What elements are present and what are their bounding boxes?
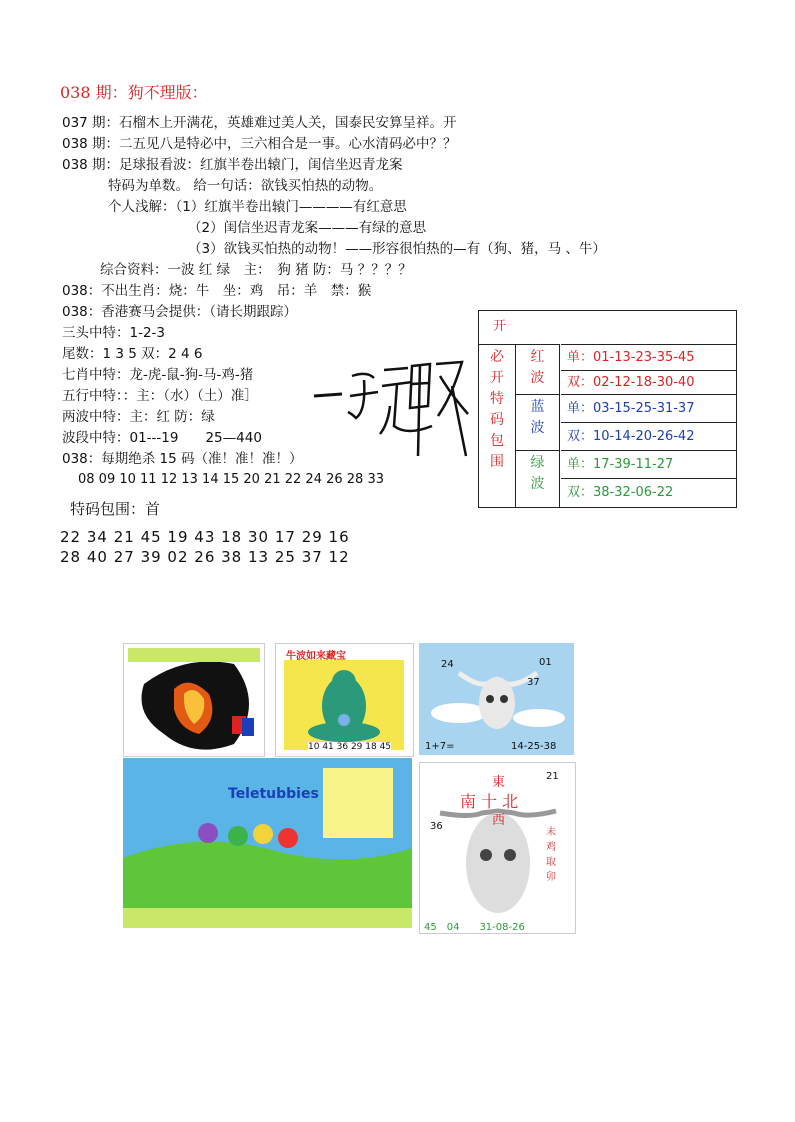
tile5-mid: 南 十 北	[460, 792, 519, 811]
tile5-vertical: 未鸡取卯	[546, 827, 556, 883]
tile2-title: 牛波如来藏宝	[286, 651, 346, 662]
text-line: 五行中特：：主：（水）（土）准］	[62, 388, 258, 404]
text-line: 038：香港赛马会提供：（请长期跟踪）	[62, 304, 298, 320]
tile-buddha-image	[275, 643, 414, 757]
wave-label-green: 绿波	[516, 450, 560, 507]
wave-row-blue-even: 双：10-14-20-26-42	[561, 422, 736, 450]
kill-numbers: 08 09 10 11 12 13 14 15 20 21 22 24 26 28 33	[78, 472, 384, 487]
wave-row-red-even: 双：02-12-18-30-40	[561, 370, 736, 394]
tile5-left: 36	[430, 821, 443, 832]
wave-row-green-even: 双：38-32-06-22	[561, 478, 736, 507]
tile5-bottom: 45 04 31-08-26	[424, 922, 525, 933]
wave-label-blue: 蓝波	[516, 394, 560, 450]
tile4-logo: Teletubbies	[228, 786, 319, 802]
special-code-box	[478, 310, 737, 508]
tile-skull-compass-image	[419, 762, 576, 934]
special-range-label: 特码包围：首	[70, 500, 161, 518]
wave-row-red-odd: 单：01-13-23-35-45	[561, 344, 736, 370]
text-line: 037 期：石榴木上开满花，英雄难过美人关，国泰民安算呈祥。开	[62, 115, 457, 131]
tile3-bottom: 1+7=	[425, 741, 455, 752]
tile2-numbers: 10 41 36 29 18 45	[308, 742, 392, 752]
calligraphy-art	[312, 356, 472, 466]
tile3-mid: 37	[527, 677, 540, 688]
text-line: 038 期：足球报看波：红旗半卷出辕门，闺信坐迟青龙案	[62, 157, 403, 173]
special-row: 22 34 21 45 19 43 18 30 17 29 16	[60, 528, 350, 546]
tile5-num: 21	[546, 771, 559, 782]
text-line: 七肖中特：龙-虎-鼠-狗-马-鸡-猪	[62, 367, 254, 383]
text-line: 尾数：1 3 5 双：2 4 6	[62, 346, 203, 362]
text-line: 三头中特：1-2-3	[62, 325, 166, 341]
wave-row-green-odd: 单：17-39-11-27	[561, 450, 736, 478]
tile-teletubbies-image	[123, 758, 412, 928]
text-line: 个人浅解：（1）红旗半卷出辕门————有红意思	[108, 199, 407, 215]
tile5-top: 東	[492, 775, 506, 790]
text-line: （2）闺信坐迟青龙案———有绿的意思	[188, 220, 427, 236]
box-title: 开	[493, 319, 507, 334]
wave-label-red: 红波	[516, 344, 560, 394]
tile3-top-left: 24	[441, 659, 454, 670]
text-line: 两波中特：主：红 防：绿	[62, 409, 215, 425]
box-side-label: 必开特码包围	[479, 344, 516, 507]
tile-skull-sky-image	[419, 643, 574, 755]
text-line: 波段中特：01---19 25—440	[62, 430, 262, 446]
wave-row-blue-odd: 单：03-15-25-31-37	[561, 394, 736, 422]
text-line: （3）欲钱买怕热的动物！——形容很怕热的—有（狗、猪，马 、牛）	[188, 241, 606, 257]
special-row: 28 40 27 39 02 26 38 13 25 37 12	[60, 548, 350, 566]
text-line: 038：不出生肖：烧：牛 坐：鸡 吊：羊 禁：猴	[62, 283, 372, 299]
tile5-west: 西	[492, 813, 506, 828]
tile3-top-right: 01	[539, 657, 552, 668]
tile-flame-image	[123, 643, 265, 757]
text-line: 特码为单数。 给一句话：欲钱买怕热的动物。	[108, 178, 383, 194]
page-heading: 038 期：狗不理版：	[60, 83, 208, 102]
text-line: 038 期：二五见八是特必中，三六相合是一事。心水清码必中？？	[62, 136, 457, 152]
text-line: 综合资料：一波 红 绿 主： 狗 猪 防：马 ？？？？	[100, 262, 412, 278]
tile3-bottom-right: 14-25-38	[511, 741, 557, 752]
text-line: 038：每期绝杀 15 码（准！准！准！）	[62, 451, 303, 467]
